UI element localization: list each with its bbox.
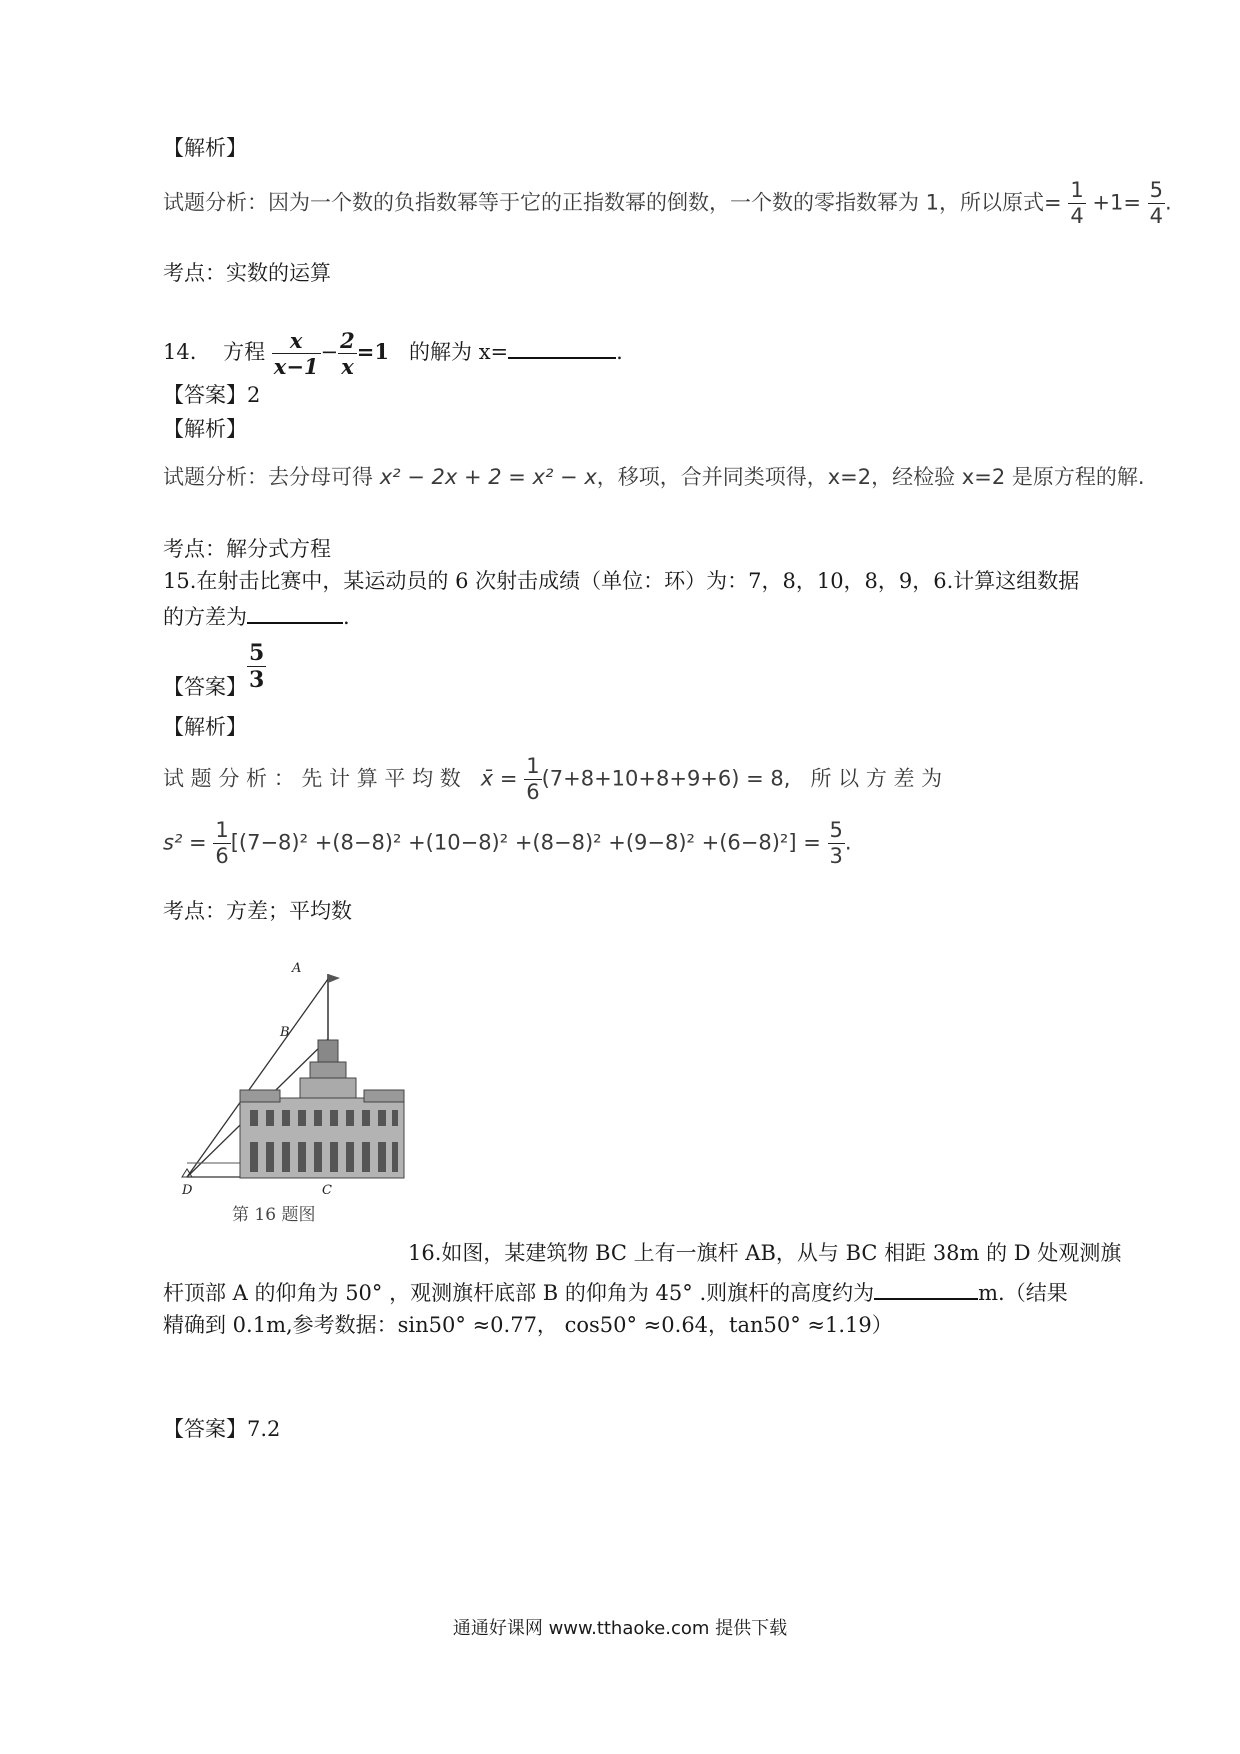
q14-kaodian: 考点：解分式方程 — [163, 537, 331, 561]
q16-figure — [170, 960, 410, 1205]
label-D: D — [182, 1183, 193, 1198]
q15-answer-fraction: $\frac{5}{3}$ — [249, 640, 265, 693]
q16-question-line1: 16.如图，某建筑物 BC 上有一旗杆 AB，从与 BC 相距 38m 的 D 处观测旗 — [408, 1241, 1122, 1265]
q16-answer-blank — [874, 1276, 978, 1300]
q15-question-line2: 的方差为 . — [163, 600, 350, 632]
q13-fraction-1: $\frac{1}{4}$ — [1070, 178, 1084, 228]
q13-plus-one: +1= — [1092, 190, 1141, 215]
q14-analysis-line: 试题分析：去分母可得 x² − 2x + 2 = x² − x，移项，合并同类项得，x=2，经检验 x=2 是原方程的解. — [163, 465, 1145, 489]
q15-variance-line: s² = $\frac{1}{6}$ [(7−8)² +(8−8)² +(10−8)² +(8−8)² +(9−8)² +(6−8)²] = $\frac{5}{3}$ . — [163, 818, 852, 868]
q15-kaodian: 考点：方差；平均数 — [163, 899, 352, 923]
q16-question-line2: 杆顶部 A 的仰角为 50° ，观测旗杆底部 B 的仰角为 45° .则旗杆的高度约为 m.（结果 — [163, 1276, 1068, 1308]
q14-question: 14. 方程 $\frac{x}{x-1}$ − $\frac{2}{x}$ =1 的解为 x= . — [163, 328, 623, 379]
q16-question-line3: 精确到 0.1m,参考数据：sin50° ≈0.77， cos50° ≈0.64，tan50° ≈1.19） — [163, 1313, 893, 1337]
q13-analysis-text: 试题分析：因为一个数的负指数幂等于它的正指数幂的倒数，一个数的零指数幂为 1，所以原式= — [163, 190, 1062, 215]
q15-answer-blank — [247, 600, 343, 624]
label-A: A — [292, 961, 302, 976]
q13-kaodian: 考点：实数的运算 — [163, 261, 331, 285]
q14-equation: x² − 2x + 2 = x² − x — [379, 465, 597, 489]
tower-top — [318, 1040, 338, 1062]
q16-answer: 【答案】7.2 — [163, 1417, 281, 1441]
q15-analysis-mean-line: 试 题 分 析 ： 先 计 算 平 均 数 x̄ = $\frac{1}{6}$ (7+8+10+8+9+6) = 8, 所 以 方 差 为 — [163, 754, 943, 804]
q13-analysis-heading: 【解析】 — [163, 136, 247, 160]
label-C: C — [322, 1183, 332, 1198]
q14-suffix: 的解为 x= — [409, 340, 509, 364]
q14-fraction-2: $\frac{2}{x}$ — [340, 328, 355, 379]
flag — [328, 974, 340, 983]
q15-question-line1: 15.在射击比赛中，某运动员的 6 次射击成绩（单位：环）为：7，8，10，8，9，6.计算这组数据 — [163, 569, 1080, 593]
q14-analysis-heading: 【解析】 — [163, 417, 247, 441]
building-right-parapet — [364, 1090, 404, 1102]
q15-answer: 【答案】 — [163, 675, 247, 699]
tower-base — [300, 1078, 356, 1098]
q14-answer-blank — [508, 335, 616, 359]
q15-analysis-heading: 【解析】 — [163, 715, 247, 739]
q13-analysis-line: 试题分析：因为一个数的负指数幂等于它的正指数幂的倒数，一个数的零指数幂为 1，所以原式= $\frac{1}{4}$ +1= $\frac{5}{4}$ . — [163, 178, 1172, 228]
q15-variance-fraction: $\frac{1}{6}$ — [215, 818, 229, 868]
q14-answer: 【答案】2 — [163, 383, 261, 407]
q15-mean-fraction: $\frac{1}{6}$ — [526, 754, 540, 804]
q15-variance-result: $\frac{5}{3}$ — [829, 818, 843, 868]
label-B: B — [280, 1025, 290, 1040]
building-left-parapet — [240, 1090, 280, 1102]
q14-number: 14. — [163, 340, 197, 364]
q14-label: 方程 — [223, 340, 266, 364]
q16-figure-caption: 第 16 题图 — [232, 1205, 316, 1225]
q13-fraction-2: $\frac{5}{4}$ — [1149, 178, 1164, 228]
page-footer: 通通好课网 www.tthaoke.com 提供下载 — [452, 1618, 788, 1639]
q14-fraction-1: $\frac{x}{x-1}$ — [273, 328, 319, 379]
